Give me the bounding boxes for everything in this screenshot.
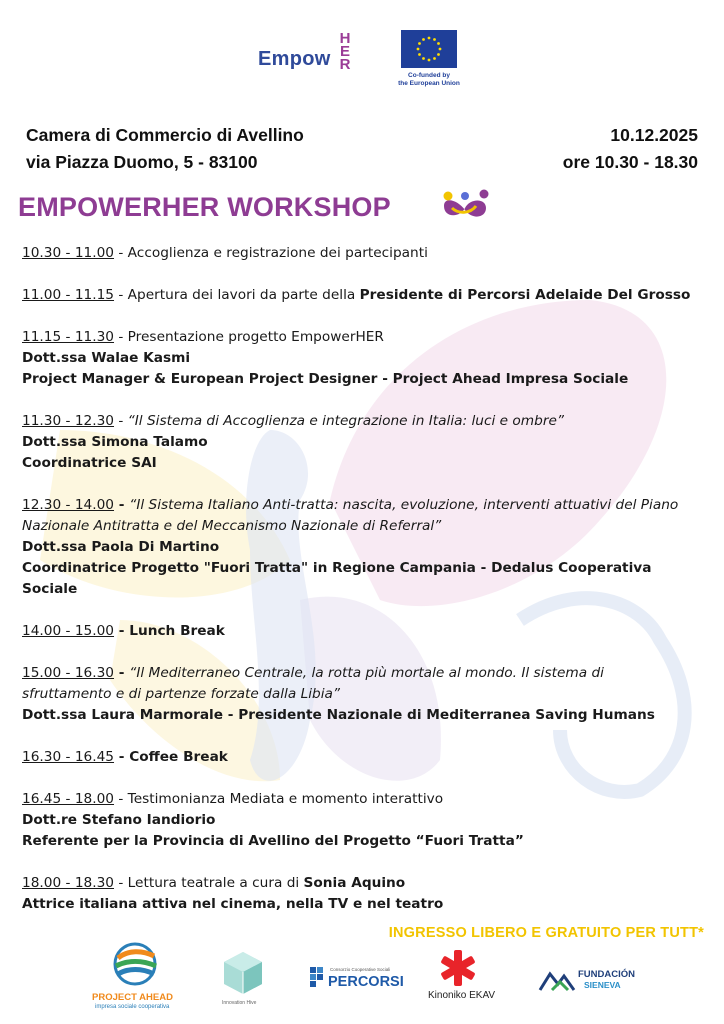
- program-talk-title: “Il Mediterraneo Centrale, la rotta più mortale al mondo. Il sistema di sfruttamento e di partenze forzate dalla Libia”: [22, 665, 604, 702]
- event-date: 10.12.2025: [610, 125, 698, 145]
- program-description: Presentazione progetto EmpowerHER: [127, 329, 384, 345]
- free-entry-banner: INGRESSO LIBERO E GRATUITO PER TUTT*: [388, 925, 704, 941]
- program-talk-title: “Il Sistema di Accoglienza e integrazione in Italia: luci e ombre”: [127, 413, 564, 429]
- program-description: Lettura teatrale a cura di: [127, 875, 304, 891]
- percorsi-name: PERCORSI: [328, 974, 404, 990]
- program-speaker: Dott.ssa Simona Talamo: [22, 434, 208, 450]
- red-snowflake-icon: [438, 950, 478, 986]
- time-separator: -: [114, 329, 128, 345]
- program-time: 18.00 - 18.30: [22, 875, 115, 891]
- program-speaker: Dott.ssa Laura Marmorale - Presidente Nazionale di Mediterranea Saving Humans: [22, 707, 655, 723]
- venue-name: Camera di Commercio di Avellino: [26, 125, 304, 145]
- time-separator: -: [114, 791, 128, 807]
- program-time: 12.30 - 14.00: [22, 497, 115, 513]
- program-speaker: Dott.ssa Paola Di Martino: [22, 539, 220, 555]
- percorsi-small-text: Consorzio Cooperative Sociali: [330, 967, 391, 972]
- program-time: 14.00 - 15.00: [22, 623, 115, 639]
- time-separator: -: [114, 665, 130, 681]
- mountain-icon: [538, 966, 576, 992]
- program-talk-title: “Il Sistema Italiano Anti-tratta: nascita, evoluzione, interventi attuativi del Piano Nazionale Antitratta e del Meccanismo Nazionale di Referral”: [22, 497, 679, 534]
- project-ahead-icon: [110, 942, 160, 986]
- time-separator: -: [114, 413, 128, 429]
- fundacion-sieneva-logo: [538, 962, 642, 994]
- kinoniko-caption: Kinoniko EKAV: [428, 990, 496, 1001]
- fundacion-line2: SIENEVA: [584, 980, 621, 990]
- program-item: [22, 663, 712, 726]
- program-item: [22, 495, 712, 600]
- venue-block: [26, 122, 304, 176]
- program-description-bold: Presidente di Percorsi Adelaide Del Grosso: [359, 287, 691, 303]
- program-description: Apertura dei lavori da parte della: [127, 287, 360, 303]
- workshop-title: EMPOWERHER WORKSHOP: [18, 192, 391, 222]
- program-speaker-role: Attrice italiana attiva nel cinema, nella TV e nel teatro: [22, 896, 444, 912]
- program-description-bold: Coffee Break: [129, 749, 228, 765]
- program-item: [22, 873, 712, 915]
- program-list: [22, 243, 712, 936]
- program-item: [22, 747, 712, 768]
- program-item: [22, 285, 712, 306]
- percorsi-mark-icon: [310, 967, 324, 989]
- program-time: 11.15 - 11.30: [22, 329, 115, 345]
- program-time: 10.30 - 11.00: [22, 245, 115, 261]
- project-ahead-subtitle: impresa sociale cooperativa: [95, 1004, 170, 1010]
- eu-flag-icon: [401, 30, 457, 68]
- event-datetime: [563, 122, 698, 176]
- time-separator: -: [114, 287, 128, 303]
- program-item: [22, 789, 712, 852]
- project-ahead-logo: [92, 942, 178, 1014]
- program-time: 15.00 - 16.30: [22, 665, 115, 681]
- program-item: [22, 411, 712, 474]
- program-speaker-role: Coordinatrice SAI: [22, 455, 157, 471]
- eu-caption-line: Co-funded by: [408, 72, 450, 79]
- program-speaker-role: Coordinatrice Progetto "Fuori Tratta" in Regione Campania - Dedalus Cooperativa Sociale: [22, 560, 652, 597]
- logo-her-letters: [338, 32, 352, 71]
- program-time: 16.30 - 16.45: [22, 749, 115, 765]
- program-description: Accoglienza e registrazione dei partecipanti: [127, 245, 428, 261]
- program-item: [22, 621, 712, 642]
- empowerher-symbol-icon: [438, 186, 492, 222]
- logo-her-letter: E: [339, 43, 350, 60]
- program-speaker: Dott.re Stefano Iandiorio: [22, 812, 216, 828]
- time-separator: -: [114, 497, 130, 513]
- program-speaker-role: Referente per la Provincia di Avellino del Progetto “Fuori Tratta”: [22, 833, 524, 849]
- program-time: 11.30 - 12.30: [22, 413, 115, 429]
- eu-cofunded-caption: [392, 72, 466, 88]
- program-description-bold: Lunch Break: [129, 623, 225, 639]
- innovation-hive-logo: [218, 950, 268, 1010]
- time-separator: -: [114, 875, 128, 891]
- project-ahead-title: PROJECT AHEAD: [92, 992, 173, 1003]
- innovation-hive-caption: Innovation Hive: [222, 1000, 257, 1006]
- program-time: 11.00 - 11.15: [22, 287, 115, 303]
- venue-address: via Piazza Duomo, 5 - 83100: [26, 152, 258, 172]
- kinoniko-logo: [426, 950, 496, 1006]
- hexagon-cube-icon: [220, 950, 266, 996]
- program-time: 16.45 - 18.00: [22, 791, 115, 807]
- program-description-bold: Sonia Aquino: [303, 875, 406, 891]
- time-separator: -: [114, 245, 128, 261]
- program-speaker-role: Project Manager & European Project Designer - Project Ahead Impresa Sociale: [22, 371, 629, 387]
- time-separator: -: [114, 749, 130, 765]
- percorsi-logo: [310, 965, 402, 995]
- logo-empower-text: Empow: [258, 48, 331, 70]
- program-description: Testimonianza Mediata e momento interattivo: [127, 791, 444, 807]
- eu-caption-line: the European Union: [398, 80, 460, 87]
- program-item: [22, 327, 712, 390]
- time-separator: -: [114, 623, 130, 639]
- logo-her-letter: R: [339, 56, 351, 73]
- event-hours: ore 10.30 - 18.30: [562, 152, 698, 172]
- logo-her-letter: H: [339, 30, 351, 47]
- fundacion-line1: FUNDACIÓN: [578, 969, 635, 980]
- program-item: [22, 243, 712, 264]
- program-speaker: Dott.ssa Walae Kasmi: [22, 350, 191, 366]
